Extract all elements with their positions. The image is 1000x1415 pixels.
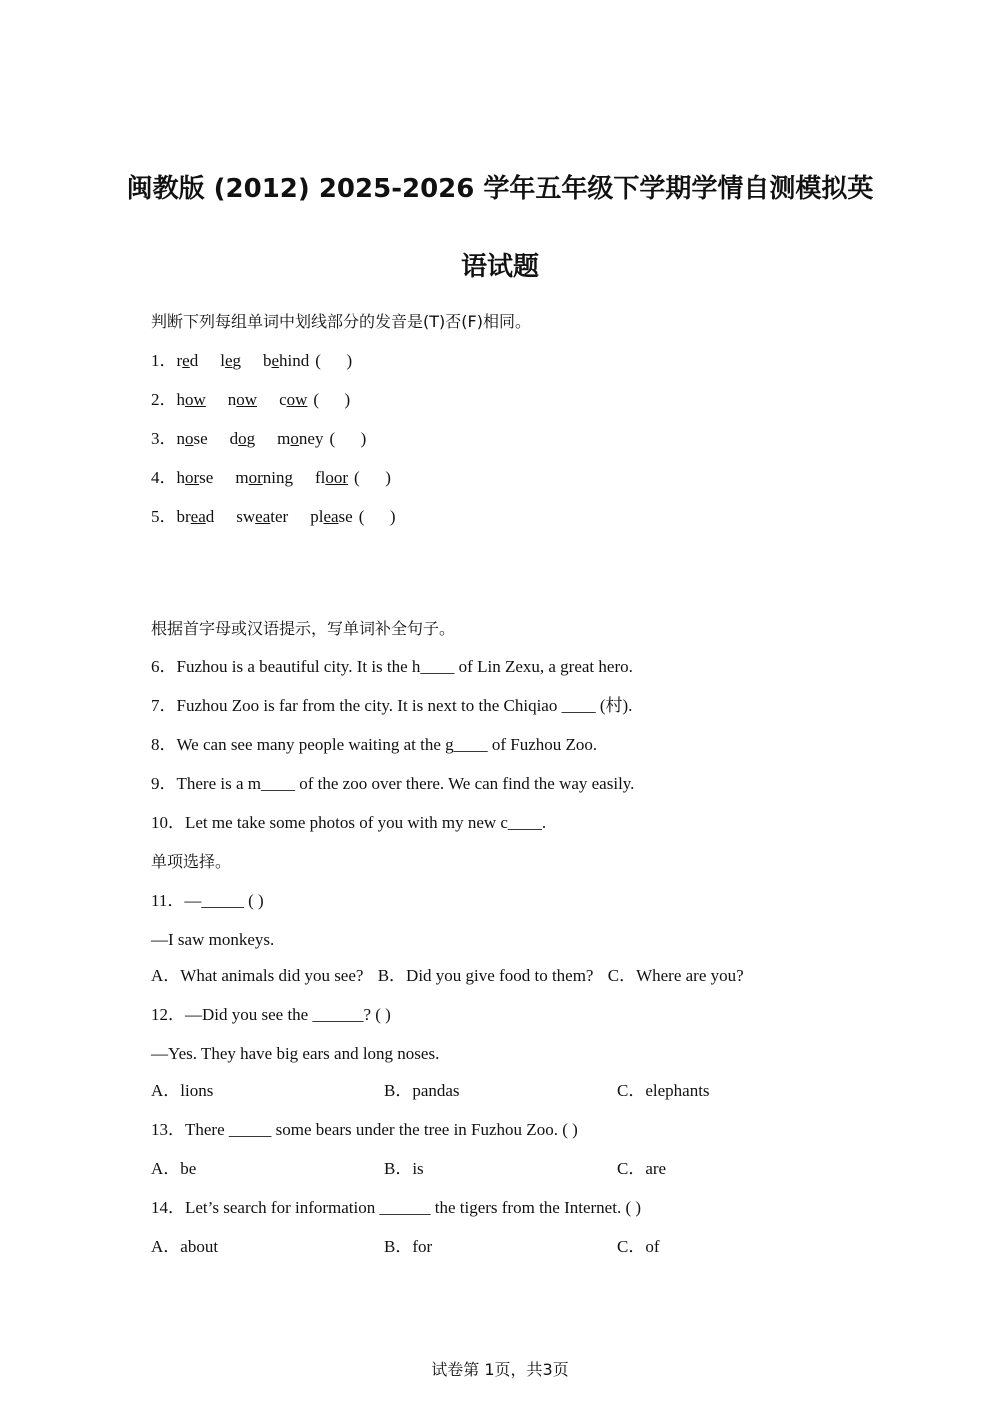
question-6: 6．Fuzhou is a beautiful city. It is the h____ of Lin Zexu, a great hero. [151,657,633,676]
question-13-stem: 13．There _____ some bears under the tree in Fuzhou Zoo. ( ) [151,1120,578,1139]
phonics-word: how [176,390,206,409]
underlined-segment: ow [185,390,206,409]
underlined-segment: or [248,468,263,487]
underlined-segment: e [271,351,280,370]
section1-instruction: 判断下列每组单词中划线部分的发音是(T)否(F)相同。 [151,312,531,331]
phonics-word: money [277,429,324,448]
phonics-word: morning [235,468,293,487]
q11-option-c: C．Where are you? [607,966,744,985]
question-11-options [151,965,744,987]
question-number: 1． [151,351,177,370]
phonics-word: behind [263,351,310,370]
question-10: 10．Let me take some photos of you with my new c____. [151,813,547,832]
underlined-segment: oor [325,468,349,487]
phonics-word: sweater [236,507,289,526]
question-11-stem: 11．—_____ ( ) [151,891,264,910]
phonics-word: floor [314,468,349,487]
q12-option-b: B．pandas [384,1081,460,1100]
phonics-word: bread [176,507,215,526]
answer-bracket: ( ) [358,507,396,526]
q14-option-c: C．of [617,1237,660,1256]
question-9: 9．There is a m____ of the zoo over there. We can find the way easily. [151,774,635,793]
phonics-word: please [310,507,353,526]
answer-bracket: ( ) [354,468,391,487]
question-11-answer: —I saw monkeys. [151,930,275,949]
phonics-word: nose [176,429,208,448]
phonics-question-3 [151,428,366,450]
answer-bracket: ( ) [329,429,367,448]
answer-bracket: ( ) [313,390,351,409]
question-number: 5． [151,507,177,526]
phonics-question-1 [151,350,352,372]
question-number: 4． [151,468,177,487]
underlined-segment: e [224,351,233,370]
page-footer: 试卷第 1页，共3页 [431,1360,569,1379]
underlined-segment: or [185,468,200,487]
q11-option-a: A．What animals did you see? [151,966,364,985]
underlined-segment: o [290,429,299,448]
answer-bracket: ( ) [315,351,353,370]
q12-option-c: C．elephants [617,1081,710,1100]
question-14-stem: 14．Let’s search for information ______ the tigers from the Internet. ( ) [151,1198,642,1217]
underlined-segment: ea [190,507,206,526]
phonics-question-5 [151,506,396,528]
section3-instruction: 单项选择。 [151,852,232,871]
underlined-segment: ea [323,507,339,526]
q13-option-a: A．be [151,1159,197,1178]
question-12-answer: —Yes. They have big ears and long noses. [151,1044,440,1063]
underlined-segment: o [185,429,194,448]
phonics-word: horse [176,468,214,487]
q13-option-c: C．are [617,1159,667,1178]
question-8: 8．We can see many people waiting at the g____ of Fuzhou Zoo. [151,735,598,754]
phonics-question-2 [151,389,350,411]
q14-option-a: A．about [151,1237,219,1256]
underlined-segment: ow [286,390,308,409]
question-number: 3． [151,429,177,448]
underlined-segment: e [182,351,190,370]
section2-instruction: 根据首字母或汉语提示，写单词补全句子。 [151,619,456,638]
question-12-stem: 12．—Did you see the ______? ( ) [151,1005,391,1024]
underlined-segment: ea [255,507,271,526]
exam-title-line1: 闽教版 (2012) 2025-2026 学年五年级下学期学情自测模拟英 [126,174,874,204]
phonics-word: now [227,390,258,409]
exam-title-line2: 语试题 [460,252,539,282]
phonics-word: cow [279,390,308,409]
underlined-segment: ow [236,390,258,409]
phonics-word: dog [229,429,256,448]
question-7: 7．Fuzhou Zoo is far from the city. It is next to the Chiqiao ____ (村). [151,696,633,715]
q11-option-b: B．Did you give food to them? [377,966,594,985]
q14-option-b: B．for [384,1237,433,1256]
phonics-word: red [176,351,199,370]
phonics-question-4 [151,467,391,489]
underlined-segment: o [238,429,247,448]
q13-option-b: B．is [384,1159,424,1178]
phonics-word: leg [220,351,241,370]
q12-option-a: A．lions [151,1081,214,1100]
question-number: 2． [151,390,177,409]
